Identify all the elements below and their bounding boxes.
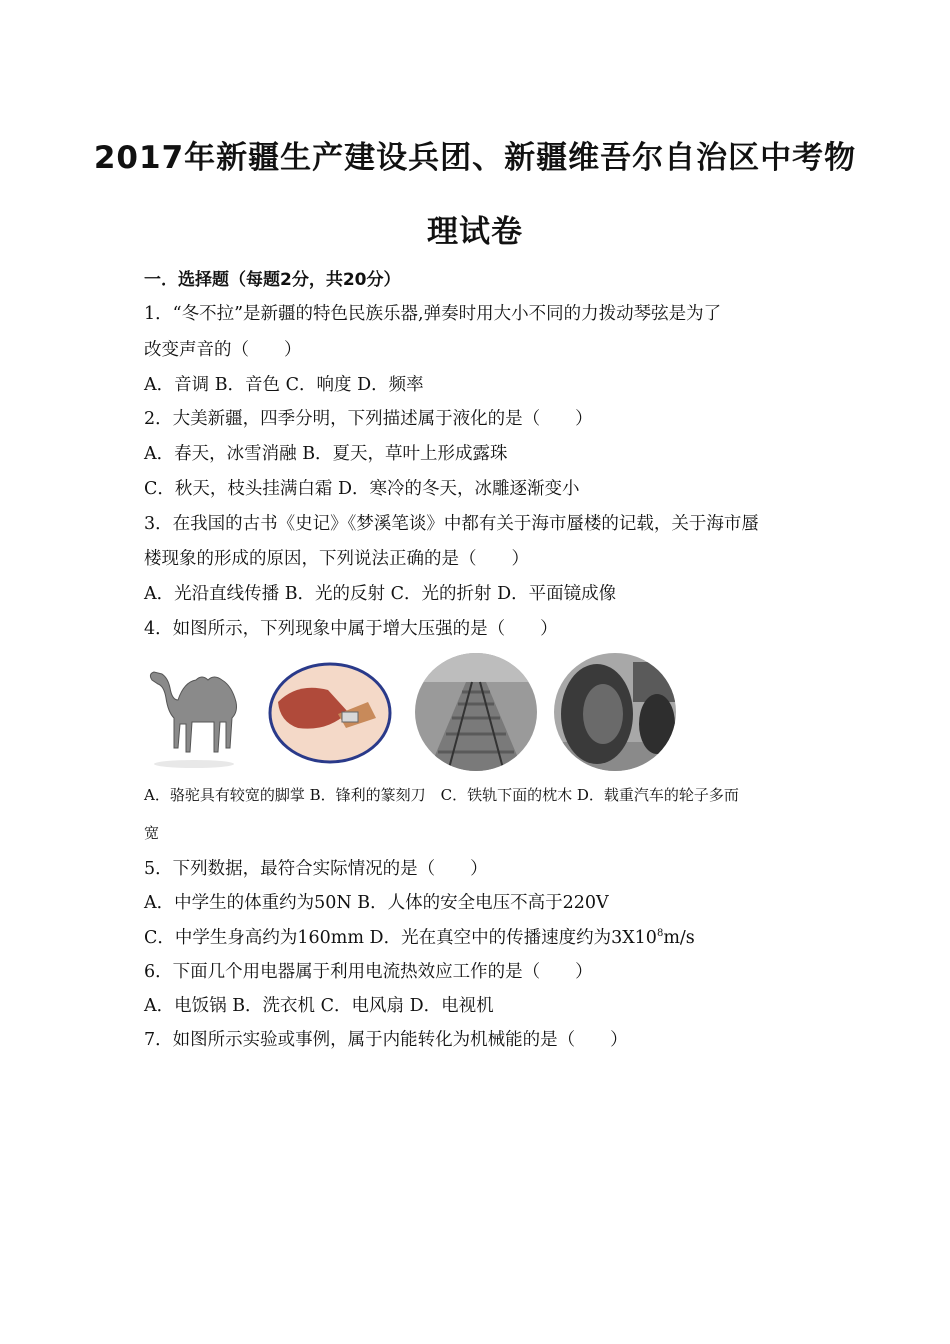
- q5-options-line1: A．中学生的体重约为50N B．人体的安全电压不高于220V: [144, 893, 609, 913]
- q1-options: A．音调 B．音色 C．响度 D．频率: [144, 375, 424, 395]
- q7-stem: 7．如图所示实验或事例，属于内能转化为机械能的是（ ）: [144, 1030, 628, 1050]
- exam-title-line1: 2017年新疆生产建设兵团、新疆维吾尔自治区中考物: [93, 140, 857, 176]
- q2-options-line2: C．秋天，枝头挂满白霜 D．寒冷的冬天，冰雕逐渐变小: [144, 479, 580, 499]
- q1-stem-line2: 改变声音的（ ）: [144, 340, 302, 360]
- carving-knife-image: [268, 662, 392, 764]
- camel-image: [144, 652, 244, 772]
- exam-title-line2: 理试卷: [427, 214, 523, 250]
- q4-stem: 4．如图所示，下列现象中属于增大压强的是（ ）: [144, 619, 558, 639]
- q5-exponent: 8: [656, 928, 664, 940]
- q2-stem: 2．大美新疆，四季分明，下列描述属于液化的是（ ）: [144, 409, 593, 429]
- q4-options-line1: A．骆驼具有较宽的脚掌 B．锋利的篆刻刀 C．铁轨下面的枕木 D．载重汽车的轮子多而: [144, 786, 739, 804]
- q6-options: A．电饭锅 B．洗衣机 C．电风扇 D．电视机: [144, 996, 494, 1016]
- section-heading: 一．选择题（每题2分，共20分）: [144, 270, 401, 290]
- q2-options-line1: A．春天，冰雪消融 B．夏天，草叶上形成露珠: [144, 444, 508, 464]
- q1-stem-line1: 1．“冬不拉”是新疆的特色民族乐器,弹奏时用大小不同的力拨动琴弦是为了: [144, 304, 722, 324]
- q5-options-line2: [144, 924, 695, 949]
- truck-wheels-image: [553, 652, 677, 772]
- q5-options-line2-text: C．中学生身高约为160mm D．光在真空中的传播速度约为3X10: [144, 928, 657, 948]
- q3-stem-line2: 楼现象的形成的原因，下列说法正确的是（ ）: [144, 549, 529, 569]
- q6-stem: 6．下面几个用电器属于利用电流热效应工作的是（ ）: [144, 962, 593, 982]
- q5-unit: m/s: [663, 928, 695, 948]
- q3-stem-line1: 3．在我国的古书《史记》《梦溪笔谈》中都有关于海市蜃楼的记载，关于海市蜃: [144, 514, 759, 534]
- q4-options-line2: 宽: [144, 824, 160, 842]
- q3-options: A．光沿直线传播 B．光的反射 C．光的折射 D．平面镜成像: [144, 584, 617, 604]
- q5-stem: 5．下列数据，最符合实际情况的是（ ）: [144, 859, 488, 879]
- railway-sleepers-image: [414, 652, 538, 772]
